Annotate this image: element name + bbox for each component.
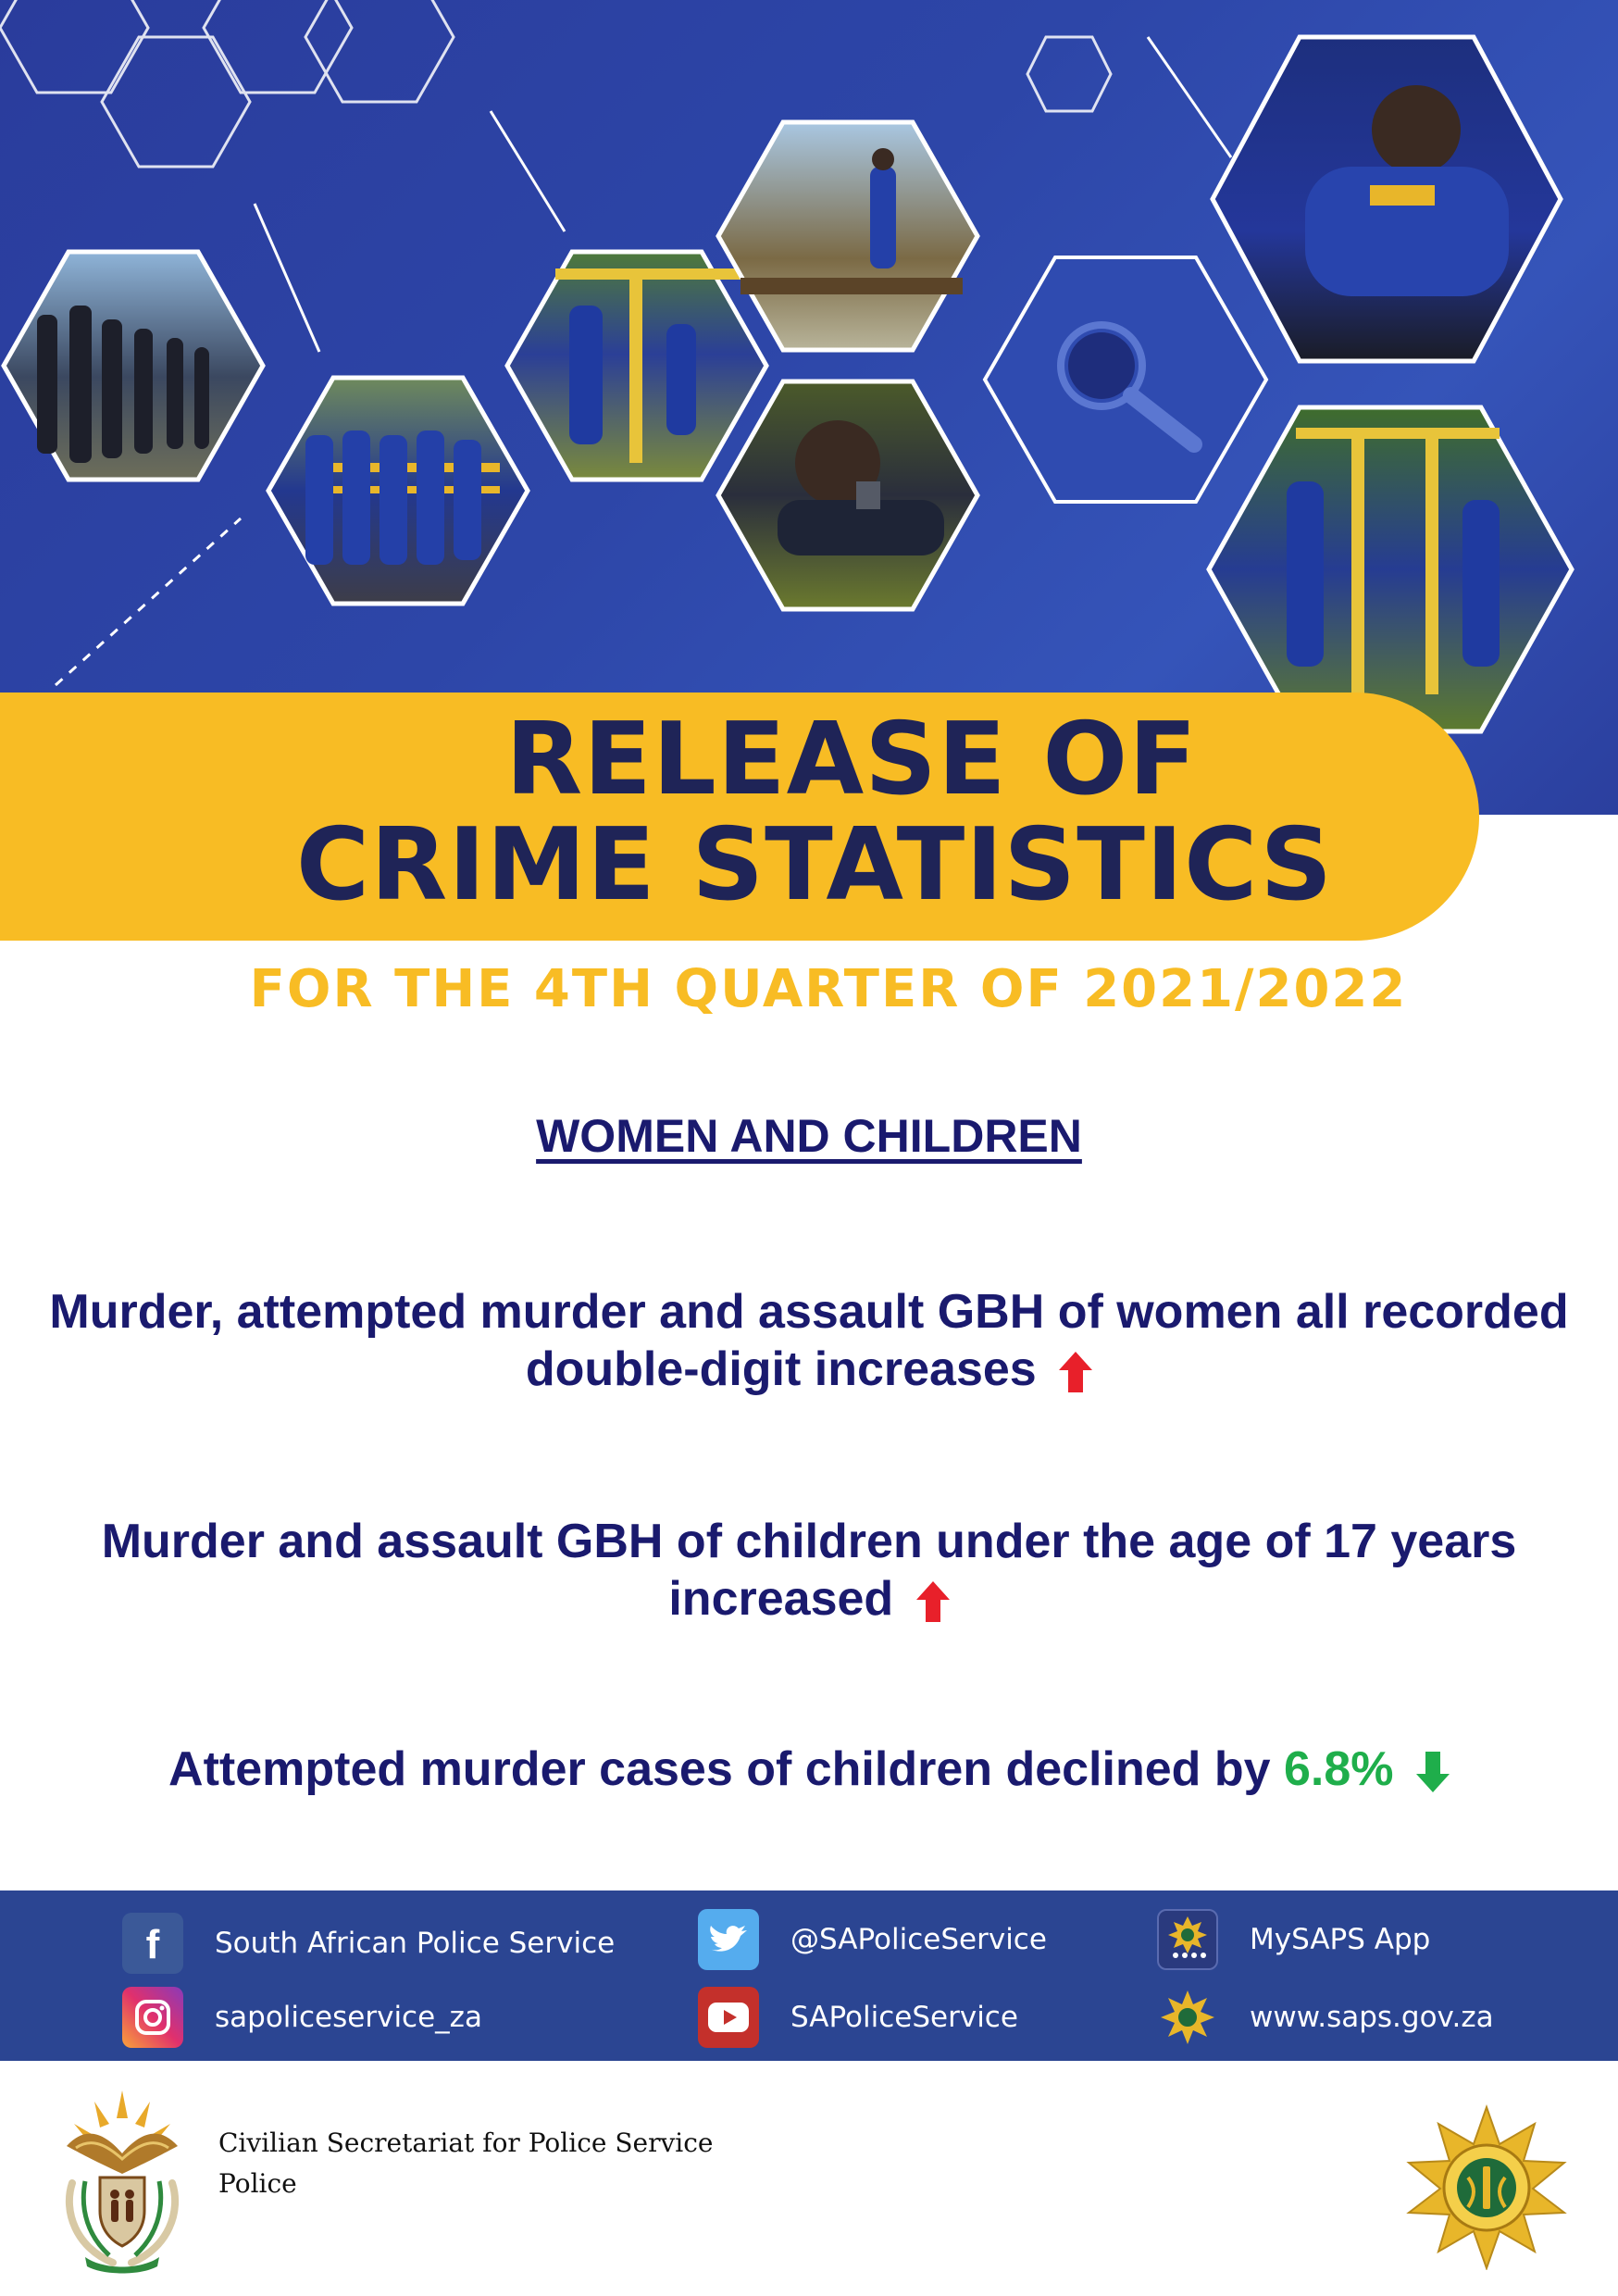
social-twitter[interactable] xyxy=(698,1909,1047,1970)
decline-percentage: 6.8% xyxy=(1283,1742,1394,1796)
mysaps-app-icon xyxy=(1157,1909,1218,1970)
arrow-up-icon xyxy=(916,1581,950,1622)
coat-of-arms-logo xyxy=(48,2081,196,2276)
title-line-2: CRIME STATISTICS xyxy=(295,807,1334,923)
arrow-up-icon xyxy=(1059,1352,1092,1392)
title-line-1: RELEASE OF xyxy=(505,702,1198,817)
section-heading: WOMEN AND CHILDREN xyxy=(536,1110,1082,1162)
statement-children-line-2 xyxy=(19,1570,1599,1628)
saps-star-logo xyxy=(1403,2103,1570,2270)
statement-attempted-murder-children xyxy=(19,1741,1599,1798)
social-instagram[interactable] xyxy=(122,1987,482,2048)
social-youtube[interactable] xyxy=(698,1987,1018,2048)
instagram-label[interactable]: sapoliceservice_za xyxy=(215,2001,482,2034)
social-bar xyxy=(0,1890,1618,2061)
svg-text:f: f xyxy=(145,1923,160,1964)
statement-women-line-1: Murder, attempted murder and assault GBH of women all recorded xyxy=(49,1285,1569,1339)
social-facebook[interactable] xyxy=(122,1913,615,1974)
twitter-icon xyxy=(698,1909,759,1970)
subtitle: FOR THE 4TH QUARTER OF 2021/2022 xyxy=(249,959,1408,1019)
footer-line-2: Police xyxy=(218,2168,297,2199)
statement-attempted-text: Attempted murder cases of children declined by xyxy=(168,1742,1271,1796)
statement-women-line-2-text: double-digit increases xyxy=(525,1342,1037,1396)
saps-badge-icon xyxy=(1157,1987,1218,2048)
arrow-down-icon xyxy=(1416,1752,1450,1792)
statement-children-line-2-text: increased xyxy=(668,1572,894,1626)
facebook-label[interactable]: South African Police Service xyxy=(215,1927,616,1960)
statement-children xyxy=(19,1513,1599,1628)
statement-children-line-1: Murder and assault GBH of children under the age of 17 years xyxy=(101,1515,1517,1568)
footer-line-1: Civilian Secretariat for Police Service xyxy=(218,2128,714,2158)
social-website[interactable] xyxy=(1157,1987,1494,2048)
statement-women xyxy=(19,1283,1599,1398)
youtube-label[interactable]: SAPoliceService xyxy=(790,2001,1018,2034)
instagram-icon xyxy=(122,1987,183,2048)
mysaps-app-label[interactable]: MySAPS App xyxy=(1250,1923,1431,1956)
statement-women-line-2 xyxy=(19,1341,1599,1398)
twitter-label[interactable]: @SAPoliceService xyxy=(790,1923,1047,1956)
social-mysaps-app[interactable] xyxy=(1157,1909,1430,1970)
facebook-icon xyxy=(122,1913,183,1974)
youtube-icon xyxy=(698,1987,759,2048)
website-label[interactable]: www.saps.gov.za xyxy=(1250,2001,1494,2034)
